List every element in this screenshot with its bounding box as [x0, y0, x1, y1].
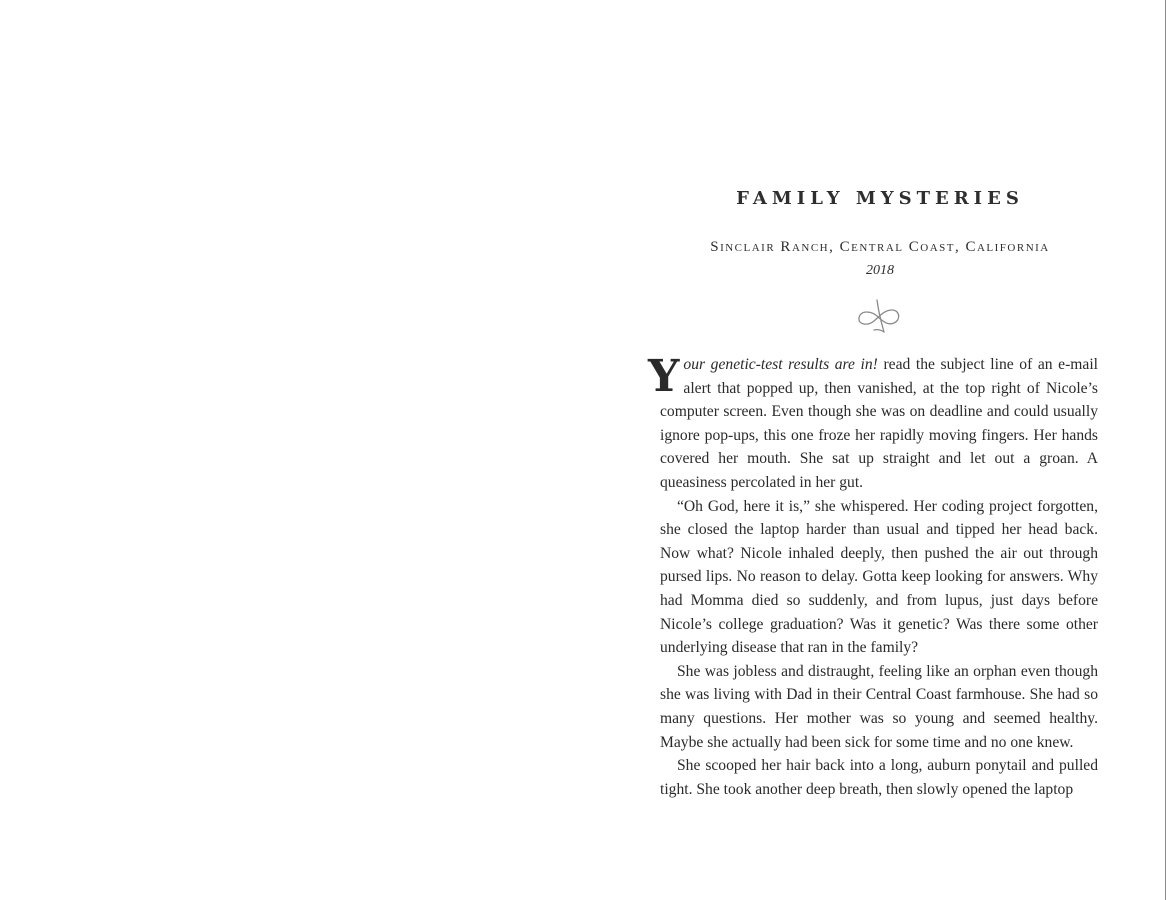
paragraph-1 [648, 351, 1098, 495]
flourish-ornament-icon [854, 296, 904, 336]
paragraph-1-text: read the subject line of an e-mail alert that popped up, then vanished, at the top right of Nicole’s computer screen. Even though she was on deadline and could usually ignore pop-ups, this one froze her rapidly moving fingers. Her hands covered her mouth. She sat up straight and let out a groan. A queasiness percolated in her gut. [660, 356, 1098, 491]
chapter-year: 2018 [866, 263, 894, 278]
paragraph-4: She scooped her hair back into a long, auburn ponytail and pulled tight. She took another deep breath, then slowly opened the laptop [660, 757, 1098, 798]
paragraph-2: “Oh God, here it is,” she whispered. Her coding project forgotten, she closed the laptop harder than usual and tipped her head back. Now what? Nicole inhaled deeply, then pushed the air out through pursed lips. No reason to delay. Gotta keep looking for answers. Why had Momma died so suddenly, and from lupus, just days before Nicole’s college graduation? Was it genetic? Was there some other underlying disease that ran in the family? [660, 497, 1098, 657]
chapter-location: Sinclair Ranch, Central Coast, California [710, 239, 1050, 255]
right-page [648, 0, 1108, 900]
lead-in-italic: our genetic-test results are in! [683, 356, 878, 373]
paragraph-3: She was jobless and distraught, feeling like an orphan even though she was living with Dad in their Central Coast farmhouse. She had so many questions. Her mother was so young and seemed healthy. Maybe she actually had been sick for some time and no one knew. [660, 662, 1098, 751]
chapter-title: FAMILY MYSTERIES [736, 188, 1024, 209]
drop-cap: Y [648, 351, 680, 402]
chapter-body [648, 351, 1098, 801]
